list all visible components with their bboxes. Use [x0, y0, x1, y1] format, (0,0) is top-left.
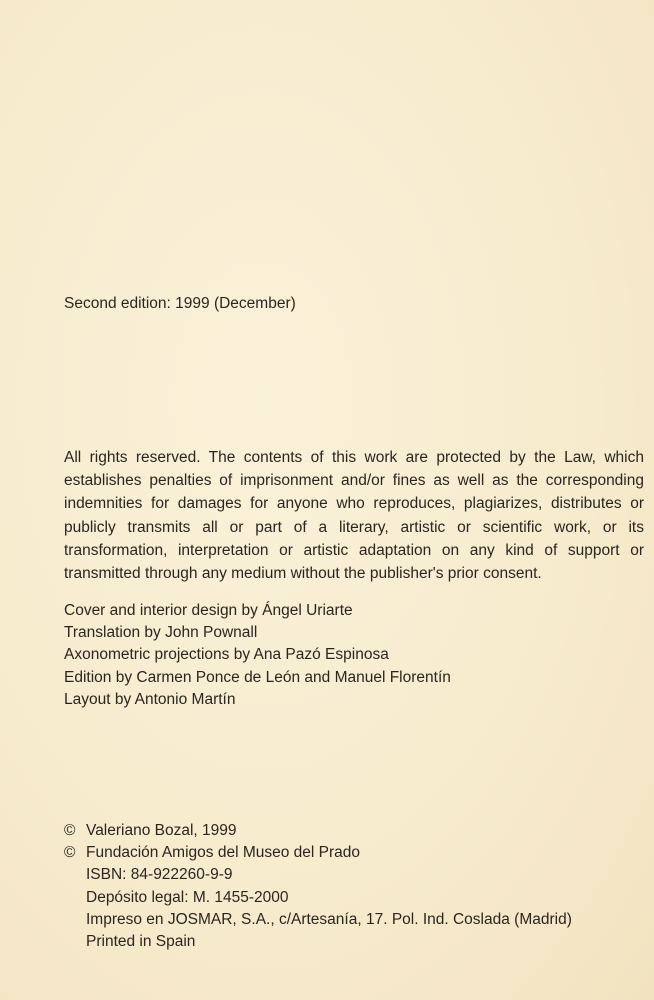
- rights-reserved-notice: All rights reserved. The contents of this work are protected by the Law, which establishes penalties of imprisonment and/or fines as well as the corresponding indemnities for damages for anyone who reproduces, plagiarizes, distributes or publicly transmits all or part of a literary, artistic or scientific work, or its transformation, interpretation or artistic adaptation on any kind of support or transmitted through any medium without the publisher's prior consent.: [64, 449, 644, 583]
- printer-text: Impreso en JOSMAR, S.A., c/Artesanía, 17. Pol. Ind. Coslada (Madrid): [86, 910, 572, 928]
- legal-deposit-line: [64, 887, 572, 909]
- copyright-line-author: [64, 820, 572, 842]
- credit-line-layout: Layout by Antonio Martín: [64, 690, 236, 708]
- printed-in-line: [64, 931, 572, 953]
- credit-line-design: Cover and interior design by Ángel Uriarte: [64, 602, 353, 619]
- edition-statement: Second edition: 1999 (December): [64, 295, 296, 312]
- credit-line-translation: Translation by John Pownall: [64, 624, 258, 642]
- credit-line-edition: Edition by Carmen Ponce de León and Manuel Florentín: [64, 668, 451, 686]
- copyright-holder-author: Valeriano Bozal, 1999: [86, 822, 237, 839]
- isbn-line: [64, 864, 572, 886]
- isbn-text: ISBN: 84-922260-9-9: [86, 866, 233, 884]
- credit-line-axonometric: Axonometric projections by Ana Pazó Espinosa: [64, 646, 389, 664]
- copyright-block: [64, 820, 572, 953]
- printer-line: [64, 909, 572, 931]
- printed-in-text: Printed in Spain: [86, 933, 196, 951]
- legal-deposit-text: Depósito legal: M. 1455-2000: [86, 888, 289, 906]
- credits-list: [64, 600, 451, 711]
- copyright-symbol: ©: [64, 822, 76, 839]
- copyright-holder-foundation: Fundación Amigos del Museo del Prado: [86, 844, 360, 862]
- copyright-line-foundation: [64, 842, 572, 864]
- copyright-symbol: ©: [64, 844, 76, 862]
